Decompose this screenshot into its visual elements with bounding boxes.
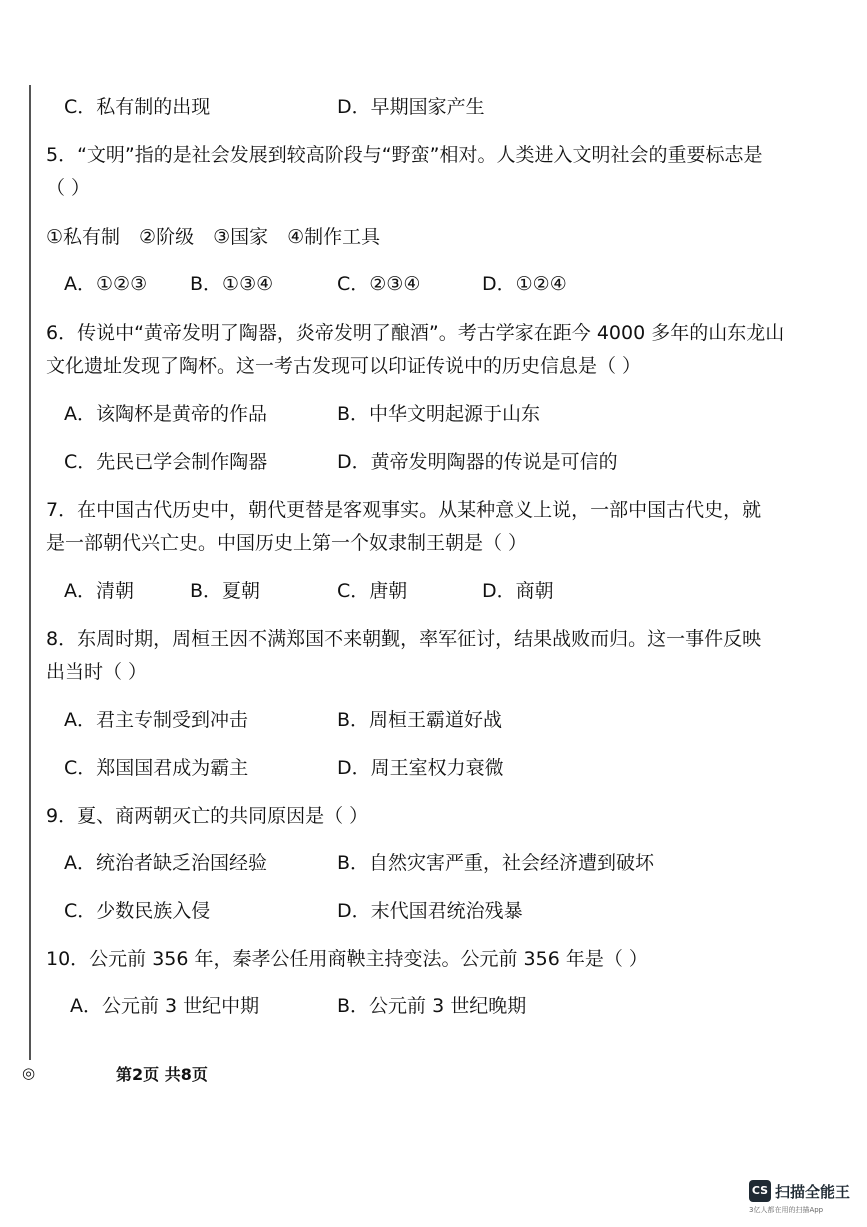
footer-circle-mark: ◎ — [22, 1064, 36, 1082]
q7-option-a: A．清朝 — [64, 580, 134, 602]
q6-option-c: C．先民已学会制作陶器 — [64, 451, 268, 473]
q10-option-a: A．公元前 3 世纪中期 — [70, 995, 260, 1017]
q5-stem-line1: 5．“文明”指的是社会发展到较高阶段与“野蛮”相对。人类进入文明社会的重要标志是 — [46, 144, 763, 166]
q5-option-b: B．①③④ — [190, 273, 274, 295]
q9-stem-line1: 9．夏、商两朝灭亡的共同原因是（ ） — [46, 805, 369, 827]
scanner-watermark — [749, 1180, 859, 1216]
q4-option-c: C．私有制的出现 — [64, 96, 211, 118]
q6-option-d: D．黄帝发明陶器的传说是可信的 — [337, 451, 618, 473]
q7-stem-line1: 7．在中国古代历史中，朝代更替是客观事实。从某种意义上说，一部中国古代史，就 — [46, 499, 762, 521]
q9-option-d: D．末代国君统治残暴 — [337, 900, 523, 922]
q8-stem-line2: 出当时（ ） — [46, 661, 148, 683]
q6-option-a: A．该陶杯是黄帝的作品 — [64, 403, 267, 425]
q7-stem-line2: 是一部朝代兴亡史。中国历史上第一个奴隶制王朝是（ ） — [46, 532, 528, 554]
q5-option-a: A．①②③ — [64, 273, 148, 295]
q7-option-d: D．商朝 — [482, 580, 554, 602]
q9-option-c: C．少数民族入侵 — [64, 900, 211, 922]
q9-option-b: B．自然灾害严重，社会经济遭到破坏 — [337, 852, 655, 874]
brand-tagline: 3亿人都在用的扫描App — [749, 1206, 824, 1214]
page-number: 第2页 共8页 — [116, 1065, 208, 1084]
q8-option-b: B．周桓王霸道好战 — [337, 709, 503, 731]
q7-option-b: B．夏朝 — [190, 580, 261, 602]
q8-stem-line1: 8．东周时期，周桓王因不满郑国不来朝觐，率军征讨，结果战败而归。这一事件反映 — [46, 628, 762, 650]
q5-option-d: D．①②④ — [482, 273, 567, 295]
q5-option-c: C．②③④ — [337, 273, 421, 295]
q8-option-d: D．周王室权力衰微 — [337, 757, 504, 779]
q5-stem-line2: （ ） — [46, 177, 91, 199]
brand-name: 扫描全能王 — [775, 1183, 851, 1201]
cs-logo-icon: CS — [749, 1180, 771, 1202]
binding-margin-line — [29, 85, 31, 1060]
q8-option-a: A．君主专制受到冲击 — [64, 709, 248, 731]
q8-option-c: C．郑国国君成为霸主 — [64, 757, 249, 779]
q10-stem-line1: 10．公元前 356 年，秦孝公任用商鞅主持变法。公元前 356 年是（ ） — [46, 948, 648, 970]
q6-stem-line1: 6．传说中“黄帝发明了陶器，炎帝发明了酿酒”。考古学家在距今 4000 多年的山东龙山 — [46, 322, 785, 344]
q9-option-a: A．统治者缺乏治国经验 — [64, 852, 267, 874]
q6-option-b: B．中华文明起源于山东 — [337, 403, 541, 425]
q5-items: ①私有制 ②阶级 ③国家 ④制作工具 — [46, 226, 381, 248]
q10-option-b: B．公元前 3 世纪晚期 — [337, 995, 527, 1017]
q7-option-c: C．唐朝 — [337, 580, 408, 602]
q4-option-d: D．早期国家产生 — [337, 96, 485, 118]
q6-stem-line2: 文化遗址发现了陶杯。这一考古发现可以印证传说中的历史信息是（ ） — [46, 355, 642, 377]
